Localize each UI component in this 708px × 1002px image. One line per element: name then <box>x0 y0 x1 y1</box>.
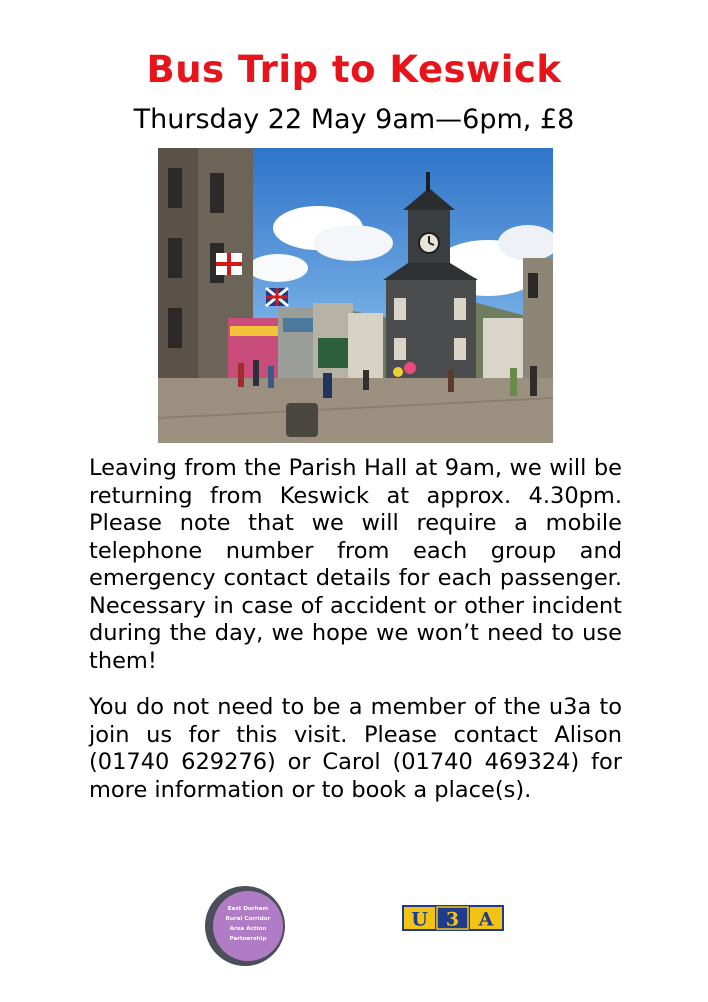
poster-title: Bus Trip to Keswick <box>146 48 562 91</box>
u3a-letter-a: A <box>478 908 494 931</box>
event-date-time-price: Thursday 22 May 9am—6pm, £8 <box>133 104 575 135</box>
ecp-logo-line-3: Area Action <box>229 926 267 932</box>
trip-details-paragraph: Leaving from the Parish Hall at 9am, we will be returning from Keswick at approx. 4.30pm. Please note that we will require a mobile telephone number from each group and emergency contact details for each passenger. Necessary in case of accident or other incident during the day, we hope we won’t need to use them! <box>89 455 622 674</box>
u3a-letter-u: U <box>411 908 428 931</box>
ecp-logo-line-4: Partnership <box>229 936 267 942</box>
keswick-photo <box>158 148 553 443</box>
contact-paragraph: You do not need to be a member of the u3a to join us for this visit. Please contact Alison (01740 629276) or Carol (01740 469324) for more information or to book a place(s). <box>89 694 622 803</box>
u3a-letter-3: 3 <box>445 908 460 931</box>
ecp-logo-line-2: Rural Corridor <box>225 916 271 922</box>
ecp-logo-line-1: East Durham <box>227 906 269 912</box>
area-action-partnership-logo <box>204 885 286 967</box>
u3a-logo <box>402 905 504 931</box>
